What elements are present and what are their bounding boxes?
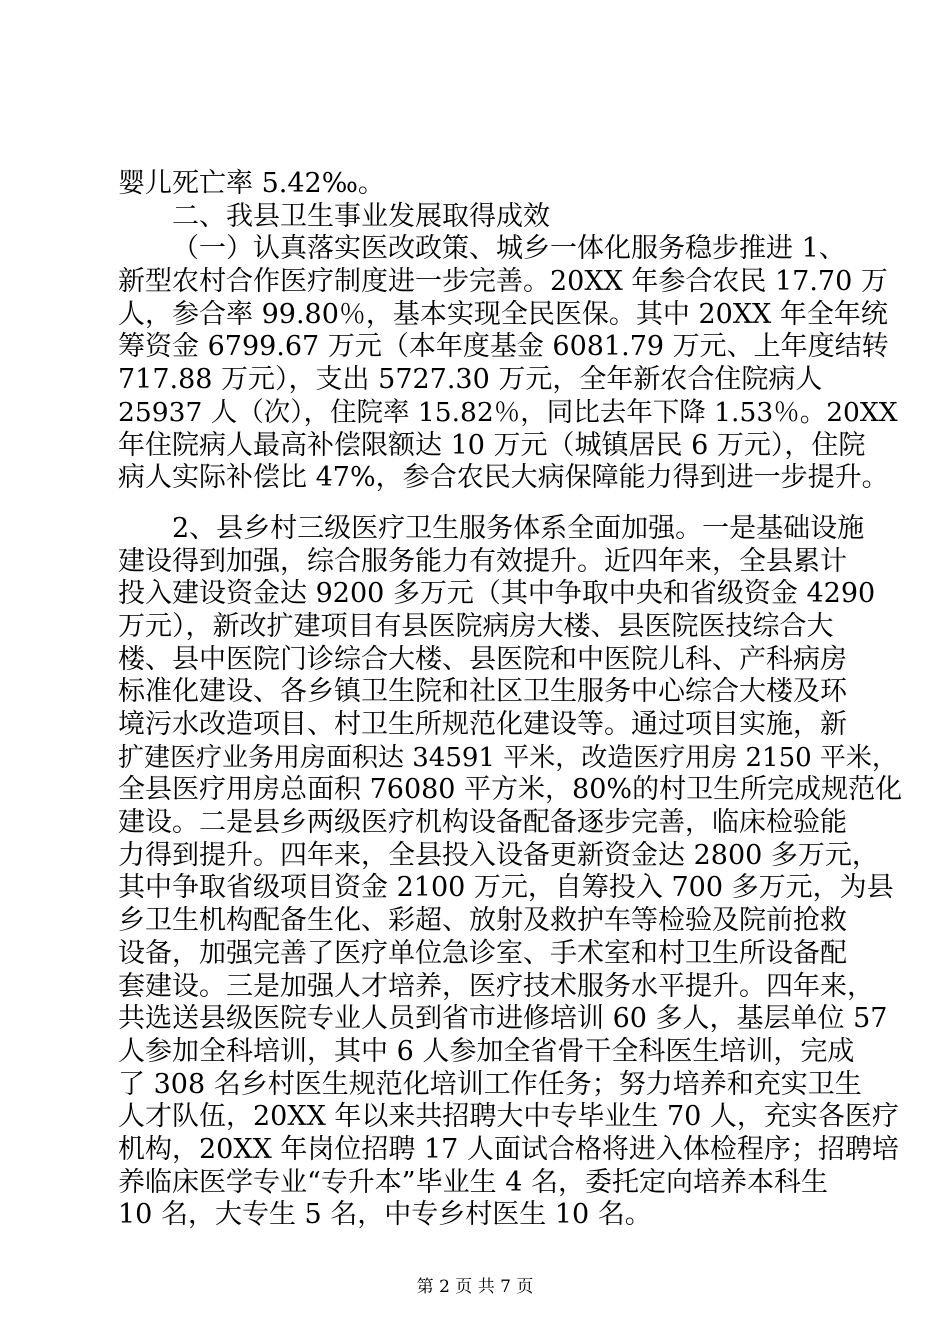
- text-line: 设备，加强完善了医疗单位急诊室、手术室和村卫生所设备配: [118, 937, 847, 969]
- text-line: 投入建设资金达 9200 多万元（其中争取中央和省级资金 4290: [118, 578, 876, 610]
- text-line: 717.88 万元），支出 5727.30 万元，全年新农合住院病人: [118, 364, 823, 396]
- text-line: 年住院病人最高补偿限额达 10 万元（城镇居民 6 万元），住院: [118, 429, 866, 461]
- text-line: 人参加全科培训，其中 6 人参加全省骨干全科医生培训，完成: [118, 1035, 855, 1067]
- paragraph-start: 2、县乡村三级医疗卫生服务体系全面加强。一是基础设施: [172, 512, 865, 544]
- text-line: 其中争取省级项目资金 2100 万元，自筹投入 700 多万元，为县: [118, 872, 894, 904]
- text-line: 全县医疗用房总面积 76080 平方米，80%的村卫生所完成规范化: [118, 774, 903, 806]
- text-line: 筹资金 6799.67 万元（本年度基金 6081.79 万元、上年度结转: [118, 331, 889, 363]
- text-line: 建设得到加强，综合服务能力有效提升。近四年来，全县累计: [118, 545, 847, 577]
- text-line: 养临床医学专业“专升本”毕业生 4 名，委托定向培养本科生: [118, 1166, 828, 1198]
- text-line: 人才队伍，20XX 年以来共招聘大中专毕业生 70 人，充实各医疗: [118, 1101, 899, 1133]
- text-line: 新型农村合作医疗制度进一步完善。20XX 年参合农民 17.70 万: [118, 266, 888, 298]
- text-line: 力得到提升。四年来，全县投入设备更新资金达 2800 多万元，: [118, 839, 879, 871]
- text-line: 人，参合率 99.80％，基本实现全民医保。其中 20XX 年全年统: [118, 298, 888, 330]
- text-line: 标准化建设、各乡镇卫生院和社区卫生服务中心综合大楼及环: [118, 676, 847, 708]
- text-line: 婴儿死亡率 5.42‰。: [118, 168, 385, 199]
- text-line: 病人实际补偿比 47%，参合农民大病保障能力得到进一步提升。: [118, 462, 889, 494]
- text-line: 了 308 名乡村医生规范化培训工作任务；努力培养和充实卫生: [118, 1068, 862, 1100]
- text-line: 10 名，大专生 5 名，中专乡村医生 10 名。: [118, 1199, 652, 1231]
- text-line: 机构，20XX 年岗位招聘 17 人面试合格将进入体检程序；招聘培: [118, 1133, 899, 1165]
- text-line: 境污水改造项目、村卫生所规范化建设等。通过项目实施，新: [118, 709, 847, 740]
- text-line: 乡卫生机构配备生化、彩超、放射及救护车等检验及院前抢救: [118, 905, 847, 937]
- text-line: 25937 人（次），住院率 15.82％，同比去年下降 1.53％。20XX: [118, 396, 898, 428]
- page-number: 第 2 页 共 7 页: [416, 1277, 534, 1297]
- text-line: 套建设。三是加强人才培养，医疗技术服务水平提升。四年来，: [118, 970, 874, 1002]
- text-line: 共选送县级医院专业人员到省市进修培训 60 多人，基层单位 57: [118, 1003, 888, 1035]
- subsection-heading: （一）认真落实医改政策、城乡一体化服务稳步推进 1、: [172, 233, 846, 265]
- text-line: 楼、县中医院门诊综合大楼、县医院和中医院儿科、产科病房: [118, 643, 847, 675]
- text-line: 万元），新改扩建项目有县医院病房大楼、县医院医技综合大: [118, 610, 834, 642]
- section-heading: 二、我县卫生事业发展取得成效: [172, 200, 550, 232]
- text-line: 建设。二是县乡两级医疗机构设备配备逐步完善，临床检验能: [118, 807, 847, 839]
- text-line: 扩建医疗业务用房面积达 34591 平米，改造医疗用房 2150 平米，: [118, 742, 898, 773]
